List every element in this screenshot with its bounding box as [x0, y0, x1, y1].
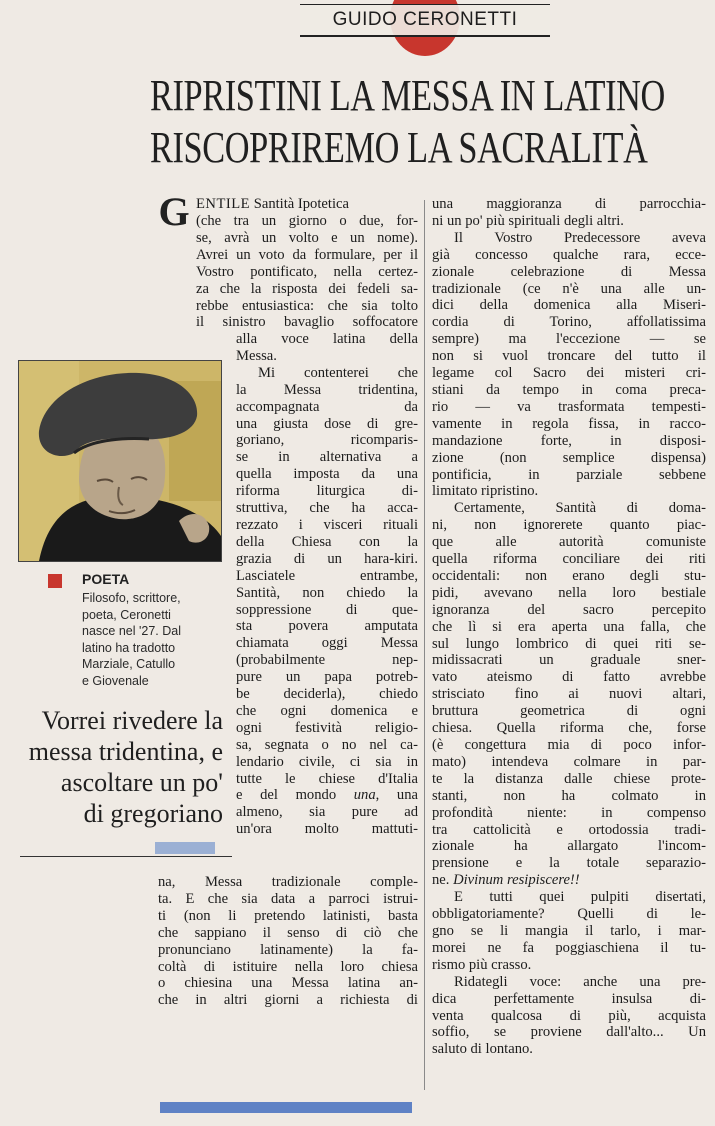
body-line: un'ora molto mattuti- — [236, 821, 418, 838]
author-photo — [18, 360, 222, 562]
body-line: se, avrà un volto e un nome). — [196, 229, 418, 246]
body-line: Ridategli voce: anche una pre- — [454, 973, 706, 990]
bio-line: Marziale, Catullo — [82, 657, 176, 671]
body-line: quella imposta da una — [236, 466, 418, 483]
body-line: che in altri giorni a richiesta di — [158, 992, 418, 1009]
pull-quote-line: ascoltare un po' — [60, 768, 223, 797]
body-line: grazia di un hara-kiri. — [236, 550, 418, 567]
headline-line-1: RIPRISTINI LA MESSA IN LATINO — [150, 71, 665, 120]
body-line: rismo più crasso. — [432, 956, 532, 973]
body-line: zione (non semplice dispensa) — [432, 449, 706, 466]
body-line: na, Messa tradizionale comple- — [158, 874, 418, 890]
pull-quote-line: messa tridentina, e — [28, 737, 223, 766]
col2-block — [432, 196, 706, 1058]
headline — [150, 70, 665, 174]
body-line: sul lungo lombrico di quei riti se- — [432, 635, 706, 652]
body-line: pontificia, in parziale sebbene — [432, 466, 706, 483]
body-line: rezzato i visceri rituali — [236, 516, 418, 533]
body-line: struttiva, che ha acca- — [236, 500, 418, 517]
body-line: que alle autorità comuniste — [432, 534, 706, 551]
quote-divider — [20, 856, 232, 857]
body-line: legame col Sacro dei misteri cri- — [432, 365, 706, 382]
body-line: se in alternativa a — [236, 449, 418, 466]
body-line — [196, 196, 418, 213]
body-line: la Messa tridentina, — [236, 381, 418, 398]
body-line: della Chiesa con la — [236, 533, 418, 550]
body-line: Lasciatele entrambe, — [236, 567, 418, 584]
body-line: (probabilmente nep- — [236, 652, 418, 669]
body-line: venta qualcosa di più, acquista — [432, 1007, 706, 1024]
column-divider — [424, 200, 425, 1090]
body-line: stiani da tempo in coma preca- — [432, 381, 706, 398]
body-line: obbligatoriamente? Quelli di le- — [432, 906, 706, 923]
body-line: ogni festività religio- — [236, 719, 418, 736]
body-line: dica perfettamente insulsa di- — [432, 990, 706, 1007]
pull-quote-line: Vorrei rivedere la — [41, 706, 223, 735]
bio-line: nasce nel '27. Dal — [82, 624, 181, 638]
body-line: prensione e la totale separazio- — [432, 855, 706, 872]
body-line: Il Vostro Predecessore aveva — [454, 229, 706, 246]
bio-line: Filosofo, scrittore, — [82, 591, 181, 605]
body-line: non si vuol troncare del tutto il — [432, 348, 706, 365]
body-line: che sappiano il senso di ciò che — [158, 924, 418, 941]
body-line: riforma liturgica di- — [236, 483, 418, 500]
body-line: pronunciano latinamente) la fa- — [158, 941, 418, 958]
drop-cap: G — [158, 189, 190, 234]
caption-red-square — [48, 574, 62, 588]
body-line: sempre) ma l'eccezione — se — [432, 331, 706, 348]
body-line: chiesa. Quella riforma che, forse — [432, 720, 706, 737]
body-line: saluto di lontano. — [432, 1041, 533, 1058]
body-line: occidentali: non erano degli stu- — [432, 567, 706, 584]
body-line: una giusta dose di gre- — [236, 415, 418, 432]
body-line: ni, non ignorerete quanto piac- — [432, 517, 706, 534]
body-line: pidi, avevano nella loro bestiale — [432, 584, 706, 601]
body-text: ne. — [432, 872, 454, 889]
body-line: ni un po' più spirituali degli altri. — [432, 212, 624, 229]
body-line: dici della domenica alla Miseri- — [432, 297, 706, 314]
body-text: , una — [375, 787, 418, 804]
body-line: Certamente, Santità di doma- — [454, 500, 706, 517]
body-line: stanti, non ha colmato in — [432, 787, 706, 804]
body-line — [236, 787, 418, 804]
col1-top-block — [196, 213, 418, 331]
body-line: midissacrati un graduale sner- — [432, 652, 706, 669]
first-word: ENTILE — [196, 196, 251, 212]
body-line: profondità niente: in compenso — [432, 804, 706, 821]
body-line: sta povera amputata — [236, 618, 418, 635]
body-line: chiamata oggi Messa — [236, 635, 418, 652]
body-line: sa, segnata o no nel ca- — [236, 736, 418, 753]
quote-blue-mark — [155, 842, 215, 854]
body-line: accompagnata da — [236, 398, 418, 415]
body-line: ignoranza del sacro percepito — [432, 601, 706, 618]
body-line: Avrei un voto da formulare, per il — [196, 246, 418, 263]
body-line: bruttura geometrica di ogni — [432, 703, 706, 720]
body-line: già concesso qualche rara, ecce- — [432, 246, 706, 263]
body-line: te la distanza dalle chiese prote- — [432, 770, 706, 787]
body-line: il sinistro bavaglio soffocatore — [196, 314, 418, 331]
caption-label: POETA — [82, 571, 130, 587]
body-line: mandazione forte, in disposi- — [432, 432, 706, 449]
body-line: morei ne fa poggiaschiena il tu- — [432, 939, 706, 956]
bottom-blue-bar — [160, 1102, 412, 1113]
body-line: limitato ripristino. — [432, 483, 539, 500]
author-band — [300, 4, 550, 37]
body-line: lendario civile, ci sia in — [236, 753, 418, 770]
body-line: pure un papa potreb- — [236, 669, 418, 686]
body-line: be deciderla), chiedo — [236, 686, 418, 703]
italic-phrase: Divinum resipiscere!! — [453, 872, 580, 889]
body-line: rebbe entusiastica: che sia tolto — [196, 297, 418, 314]
body-line — [432, 872, 706, 889]
pull-quote — [0, 705, 223, 829]
body-line: Mi contenterei che — [258, 364, 418, 381]
body-line: vato ateismo di fatto avrebbe — [432, 669, 706, 686]
body-line: strisciato fino ai nuovi altari, — [432, 686, 706, 703]
col1-bottom-block — [158, 874, 418, 1009]
body-line: tradizionale (ce n'è una alle un- — [432, 280, 706, 297]
portrait-illustration — [19, 361, 221, 561]
body-line: coltà di istituire nella loro chiesa — [158, 958, 418, 975]
body-line: alla voce latina della — [236, 331, 418, 347]
body-line: zionale celebrazione di Messa — [432, 263, 706, 280]
col1-narrow-block — [236, 331, 418, 838]
body-line: ti (non li pretendo latinisti, basta — [158, 907, 418, 924]
body-text: e del mondo — [236, 787, 354, 804]
body-line: almeno, sia pure ad — [236, 804, 418, 821]
author-name: GUIDO CERONETTI — [332, 9, 518, 30]
body-line: Vostro pontificato, nella certez- — [196, 263, 418, 280]
body-line: za che la risposta dei fedeli sa- — [196, 280, 418, 297]
body-line: tutte le chiese d'Italia — [236, 770, 418, 787]
first-line-rest: Santità Ipotetica — [253, 196, 349, 212]
body-line: vamente in regola fissa, in racco- — [432, 415, 706, 432]
body-line: che ogni domenica e — [236, 702, 418, 719]
body-line: E tutti quei pulpiti disertati, — [454, 889, 706, 906]
pull-quote-line: di gregoriano — [83, 799, 223, 828]
body-line: quella riforma conciliare dei riti — [432, 551, 706, 568]
body-line: zionale ha allargato l'incom- — [432, 838, 706, 855]
headline-line-2: RISCOPRIREMO LA SACRALITÀ — [150, 123, 648, 172]
body-line: una maggioranza di parrocchia- — [432, 196, 706, 212]
body-line: (è congettura mia di poco infor- — [432, 737, 706, 753]
body-line: soppressione di que- — [236, 601, 418, 618]
body-line: rio — va trasformata tempesti- — [432, 398, 706, 415]
body-line: Messa. — [236, 347, 277, 364]
body-line: goriano, ricomparis- — [236, 432, 418, 449]
body-line: gno se li mangia il tarlo, i mar- — [432, 922, 706, 939]
bio-line: poeta, Ceronetti — [82, 607, 171, 622]
italic-word: una — [353, 787, 376, 804]
bio-line: latino ha tradotto — [82, 640, 176, 655]
body-line: cordia di Torino, affollatissima — [432, 314, 706, 331]
col1-first-line — [196, 196, 418, 213]
body-line: o chiesina una Messa latina an- — [158, 975, 418, 992]
body-line: soffio, se proviene dall'alto... Un — [432, 1024, 706, 1041]
body-line: che lì si era aperta una falla, che — [432, 618, 706, 635]
body-line: tra cattolicità e ortodossia tradi- — [432, 821, 706, 838]
bio-line: e Giovenale — [82, 673, 149, 688]
body-line: ta. E che sia data a parroci istrui- — [158, 890, 418, 907]
caption-bio — [82, 590, 232, 689]
body-line: (che tra un giorno o due, for- — [196, 213, 418, 229]
body-line: mato) intendeva colmare in par- — [432, 753, 706, 770]
body-line: Santità, non chiedo la — [236, 584, 418, 601]
